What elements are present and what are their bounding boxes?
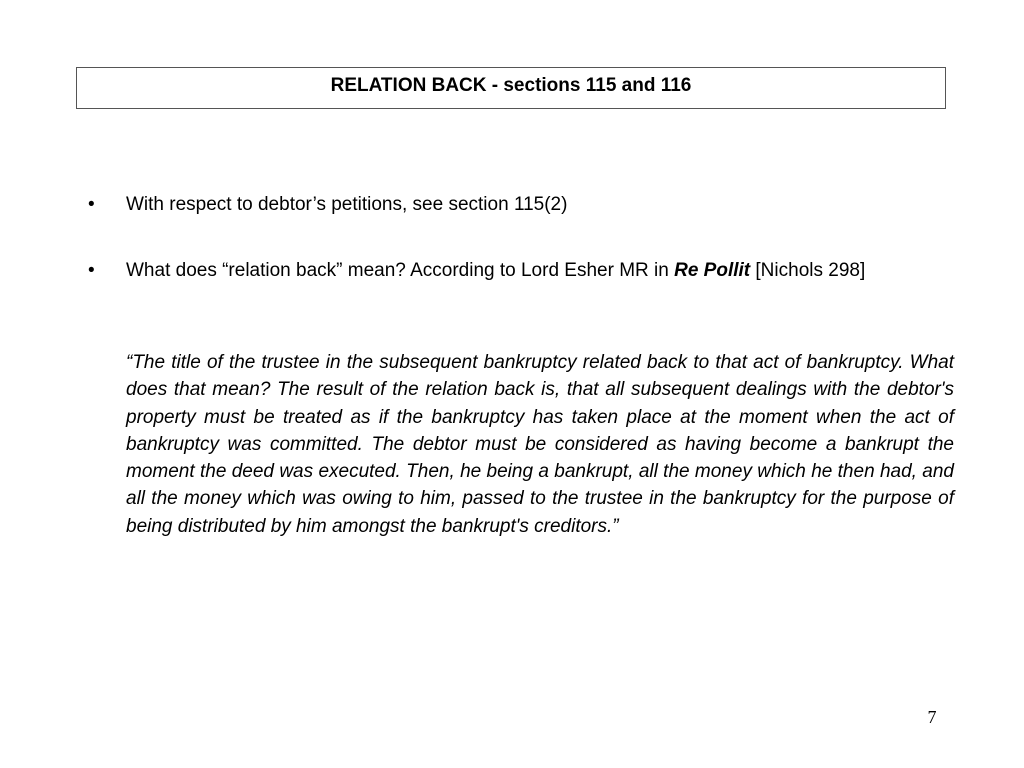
bullet-icon: • [88, 194, 95, 215]
slide-title-box [76, 67, 946, 109]
case-name: Re Pollit [674, 260, 751, 281]
bullet-text-citation: [Nichols 298] [750, 260, 866, 281]
quotation-block: “The title of the trustee in the subsequent bankruptcy related back to that act of bankruptcy. What does that mean? The result of the relation back is, that all subsequent dealings with the debtor's property must be treated as if the bankruptcy has taken place at the moment when the act of bankruptcy was committed. The debtor must be considered as having become a bankrupt the moment the deed was executed. Then, he being a bankrupt, all the money which he then had, and all the money which was owing to him, passed to the trustee in the bankruptcy for the purpose of being distributed by him amongst the bankrupt's creditors.” [126, 352, 954, 537]
bullet-icon: • [88, 260, 95, 281]
slide-title: RELATION BACK - sections 115 and 116 [330, 75, 692, 96]
bullet-text-lead: What does “relation back” mean? According to Lord Esher MR in [126, 260, 675, 281]
bullet-text [126, 258, 954, 284]
bullet-text: With respect to debtor’s petitions, see section 115(2) [126, 194, 568, 215]
page-number: 7 [927, 707, 937, 727]
